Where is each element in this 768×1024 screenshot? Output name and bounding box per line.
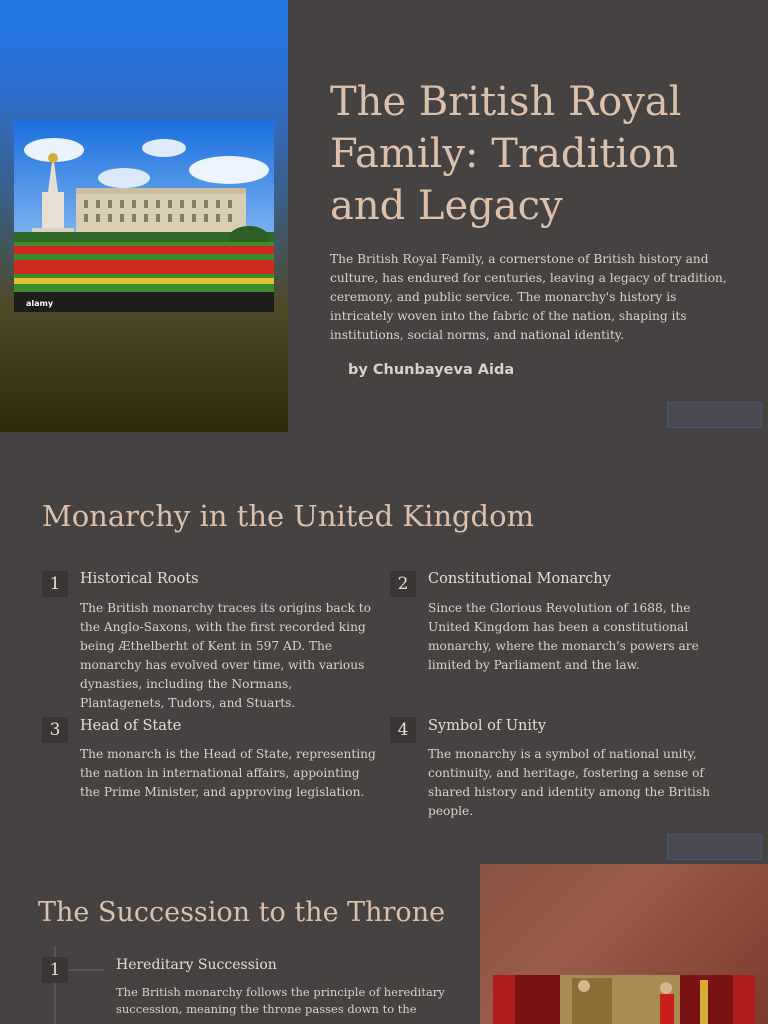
item-number-4: 4 — [390, 717, 416, 743]
hero-background-panel — [0, 0, 288, 432]
succession-number-1: 1 — [42, 957, 68, 983]
item-heading-head-of-state: Head of State — [80, 718, 182, 734]
item-text-constitutional-monarchy: Since the Glorious Revolution of 1688, the United Kingdom has been a constitutional monarchy, where the monarch's powers are limited by Parliament and the law. — [428, 601, 699, 672]
item-heading-symbol-of-unity: Symbol of Unity — [428, 718, 547, 734]
succession-heading-hereditary: Hereditary Succession — [116, 957, 277, 973]
item-number-1: 1 — [42, 571, 68, 597]
section-title-succession: The Succession to the Throne — [38, 897, 446, 928]
succession-text-hereditary: The British monarchy follows the principle of hereditary succession, meaning the throne passes down to the — [116, 985, 445, 1016]
section-title-monarchy: Monarchy in the United Kingdom — [42, 499, 535, 533]
item-heading-historical-roots: Historical Roots — [80, 571, 199, 587]
hero-description: The British Royal Family, a cornerstone of British history and culture, has endured for centuries, leaving a legacy of tradition, ceremony, and public service. The monarchy's history is intricately woven into the fabric of the nation, shaping its institutions, social norms, and national identity. — [330, 252, 727, 342]
timeline-connector — [68, 969, 104, 971]
royal-family-photo — [480, 864, 768, 1024]
author-byline: by Chunbayeva Aida — [348, 362, 515, 378]
item-number-3: 3 — [42, 717, 68, 743]
alamy-watermark: alamy — [26, 299, 54, 308]
item-number-2: 2 — [390, 571, 416, 597]
item-heading-constitutional-monarchy: Constitutional Monarchy — [428, 571, 611, 587]
item-text-head-of-state: The monarch is the Head of State, representing the nation in international affairs, appointing the Prime Minister, and approving legislation. — [80, 747, 376, 799]
slide-nav-button-2[interactable] — [667, 834, 762, 860]
page-title: The British Royal Family: Tradition and Legacy — [330, 79, 682, 229]
slide-nav-button[interactable] — [667, 402, 762, 428]
item-text-symbol-of-unity: The monarchy is a symbol of national unity, continuity, and heritage, fostering a sense of shared history and identity among the British people. — [428, 747, 711, 818]
buckingham-palace-photo — [14, 120, 274, 312]
item-text-historical-roots: The British monarchy traces its origins back to the Anglo-Saxons, with the first recorded king being Æthelberht of Kent in 597 AD. The monarchy has evolved over time, with various dynasties, including the Normans, Plantagenets, Tudors, and Stuarts. — [80, 601, 371, 710]
